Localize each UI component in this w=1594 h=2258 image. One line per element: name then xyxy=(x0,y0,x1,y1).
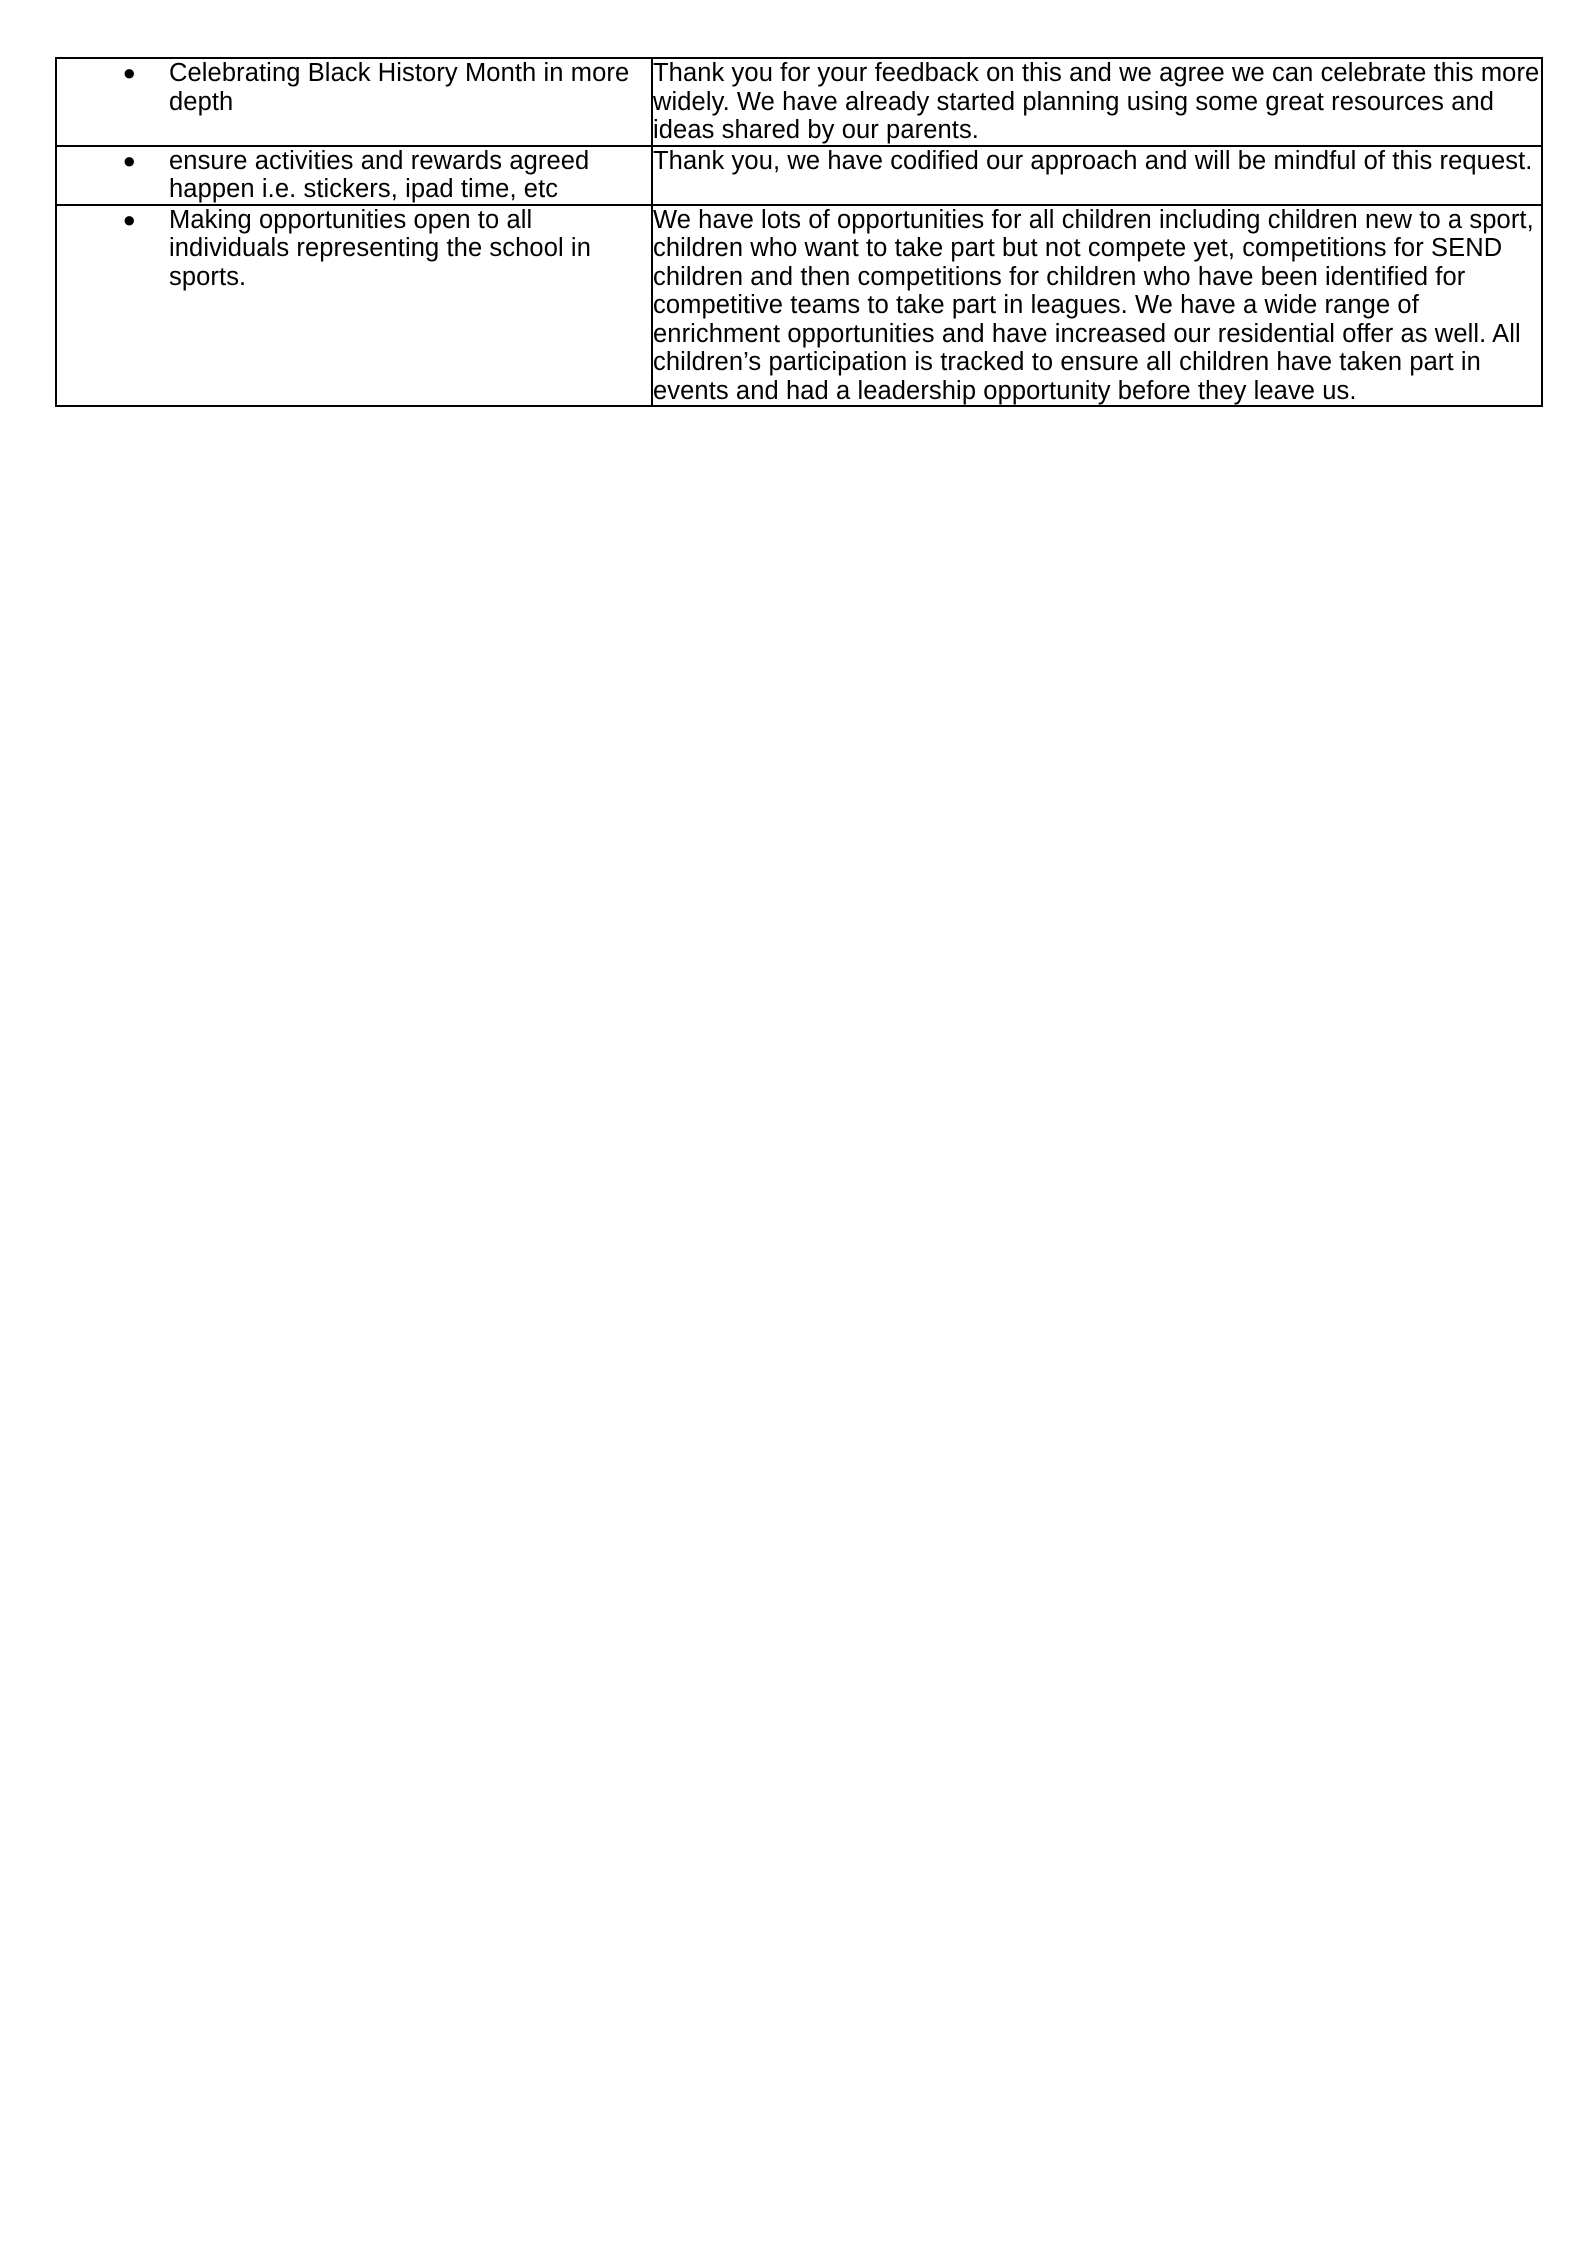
school-response-cell xyxy=(652,146,1542,205)
bullet-item xyxy=(57,206,651,292)
school-response-text: Thank you, we have codified our approach and will be mindful of this request. xyxy=(653,146,1533,175)
bullet-icon: ● xyxy=(122,147,136,173)
school-response-cell xyxy=(652,205,1542,407)
table-row xyxy=(56,205,1542,407)
parent-comment-text: ensure activities and rewards agreed happen i.e. stickers, ipad time, etc xyxy=(169,146,590,203)
bullet-item xyxy=(57,147,651,204)
bullet-icon: ● xyxy=(122,60,136,85)
parent-comment-cell xyxy=(56,205,652,407)
bullet-item xyxy=(57,59,651,116)
school-response-text: We have lots of opportunities for all children including children new to a sport, children who want to take part but not compete yet, competitions for SEND children and then competitions for children who have been identified for competitive teams to take part in leagues. We have a wide range of enrichment opportunities and have increased our residential offer as well. All children’s participation is tracked to ensure all children have taken part in events and had a leadership opportunity before they leave us. xyxy=(653,205,1534,405)
school-response-text: Thank you for your feedback on this and we agree we can celebrate this more widely. We have already started planning using some great resources and ideas shared by our parents. xyxy=(653,59,1540,144)
parent-comment-cell xyxy=(56,58,652,146)
parent-comment-text: Celebrating Black History Month in more depth xyxy=(169,59,630,116)
school-response-cell xyxy=(652,58,1542,146)
table-row xyxy=(56,146,1542,205)
table-row xyxy=(56,58,1542,146)
feedback-response-table xyxy=(55,57,1543,407)
parent-comment-text: Making opportunities open to all individuals representing the school in sports. xyxy=(169,205,591,291)
bullet-icon: ● xyxy=(122,206,136,232)
parent-comment-cell xyxy=(56,146,652,205)
